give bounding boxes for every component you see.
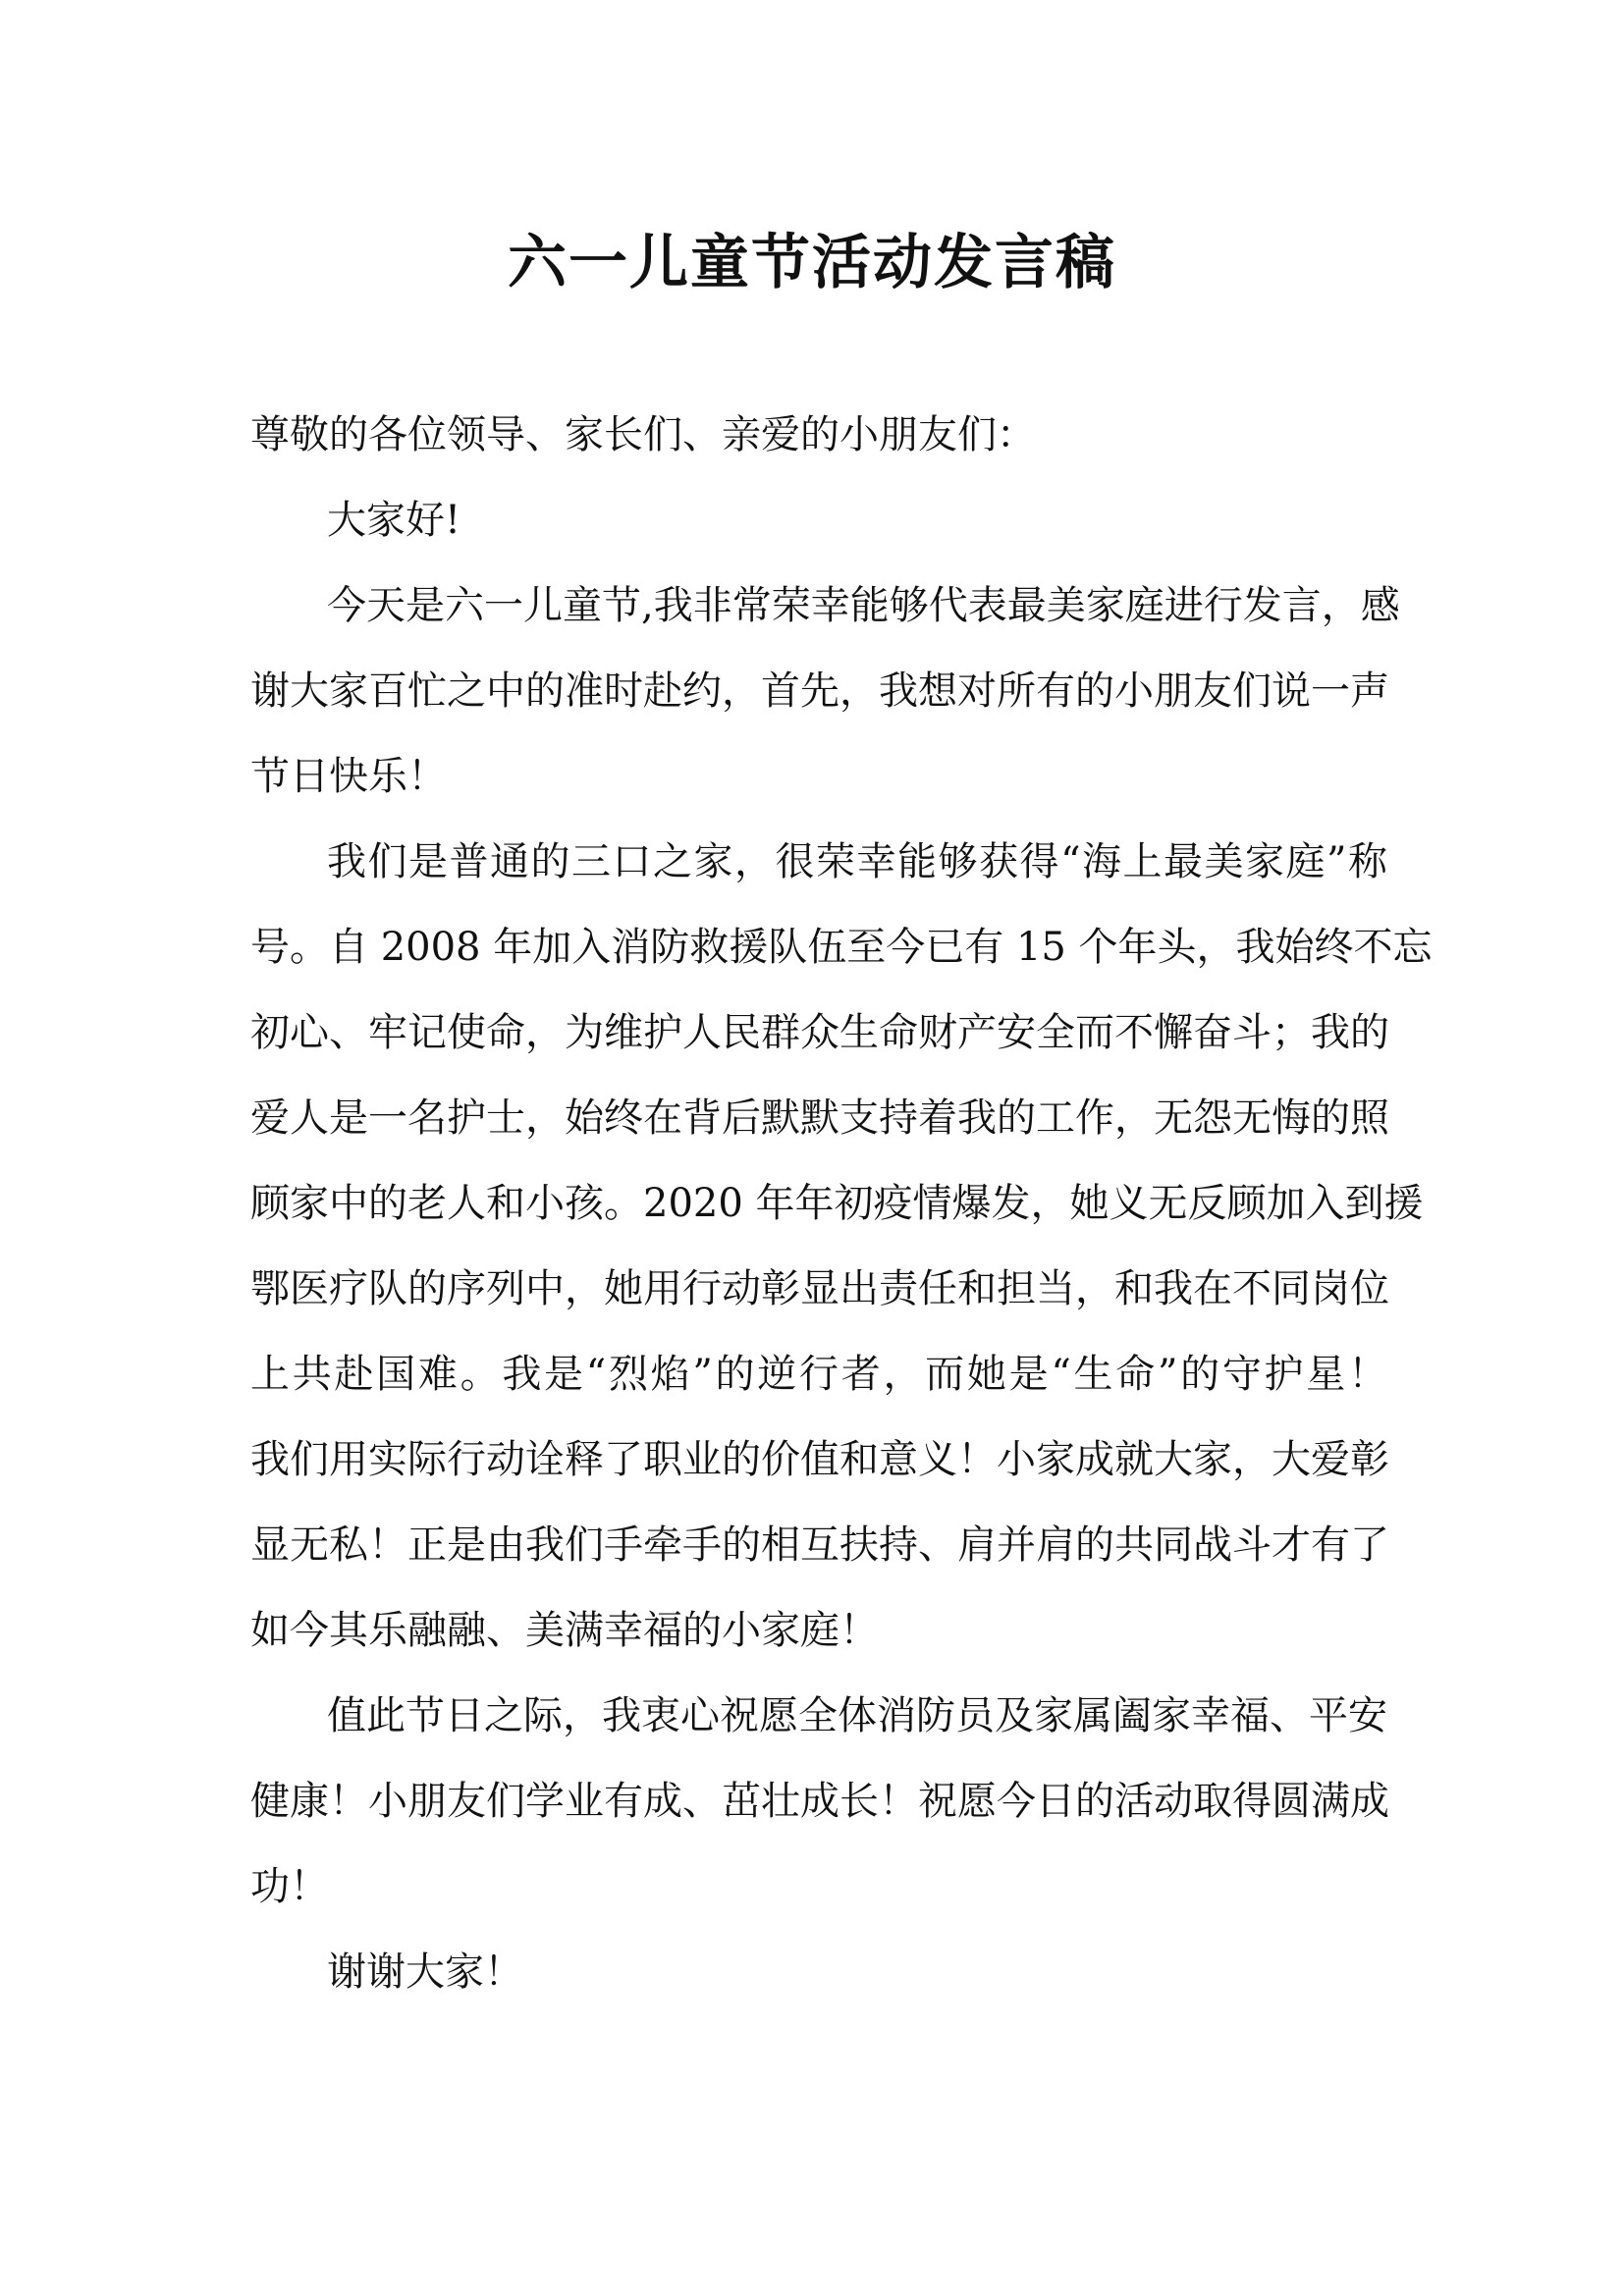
salutation: 尊敬的各位领导、家长们、亲爱的小朋友们： bbox=[250, 412, 1036, 457]
paragraph-line: 谢大家百忙之中的准时赴约，首先，我想对所有的小朋友们说一声 bbox=[250, 668, 1389, 714]
paragraph-line: 上共赴国难。我是“烈焰”的逆行者，而她是“生命”的守护星！ bbox=[250, 1352, 1387, 1397]
paragraph-3 bbox=[250, 1674, 1387, 1930]
paragraph-line: 今天是六一儿童节,我非常荣幸能够代表最美家庭进行发言，感 bbox=[327, 583, 1400, 628]
paragraph-line: 节日快乐！ bbox=[250, 754, 447, 799]
paragraph-line: 顾家中的老人和小孩。2020 年年初疫情爆发，她义无反顾加入到援 bbox=[250, 1181, 1424, 1226]
paragraph-line: 我们用实际行动诠释了职业的价值和意义！小家成就大家，大爱彰 bbox=[250, 1437, 1389, 1482]
paragraph-line: 功！ bbox=[250, 1864, 329, 1909]
paragraph-line: 号。自 2008 年加入消防救援队伍至今已有 15 个年头，我始终不忘 bbox=[250, 925, 1433, 970]
paragraph-line: 显无私！正是由我们手牵手的相互扶持、肩并肩的共同战斗才有了 bbox=[250, 1522, 1389, 1568]
document-body bbox=[250, 393, 1433, 2015]
document-title: 六一儿童节活动发言稿 bbox=[508, 229, 1116, 297]
paragraph-1 bbox=[250, 563, 1400, 820]
greeting: 大家好! bbox=[327, 498, 461, 543]
closing: 谢谢大家！ bbox=[327, 1949, 523, 1995]
paragraph-line: 健康！小朋友们学业有成、茁壮成长！祝愿今日的活动取得圆满成 bbox=[250, 1779, 1389, 1824]
paragraph-line: 值此节日之际，我衷心祝愿全体消防员及家属阖家幸福、平安 bbox=[327, 1693, 1387, 1738]
paragraph-line: 初心、牢记使命，为维护人民群众生命财产安全而不懈奋斗；我的 bbox=[250, 1010, 1389, 1055]
paragraph-line: 鄂医疗队的序列中，她用行动彰显出责任和担当，和我在不同岗位 bbox=[250, 1266, 1389, 1311]
paragraph-line: 爱人是一名护士，始终在背后默默支持着我的工作，无怨无悔的照 bbox=[250, 1095, 1389, 1141]
paragraph-line: 我们是普通的三口之家，很荣幸能够获得“海上最美家庭”称 bbox=[327, 839, 1387, 884]
paragraph-2 bbox=[250, 820, 1433, 1674]
paragraph-line: 如今其乐融融、美满幸福的小家庭！ bbox=[250, 1608, 879, 1653]
